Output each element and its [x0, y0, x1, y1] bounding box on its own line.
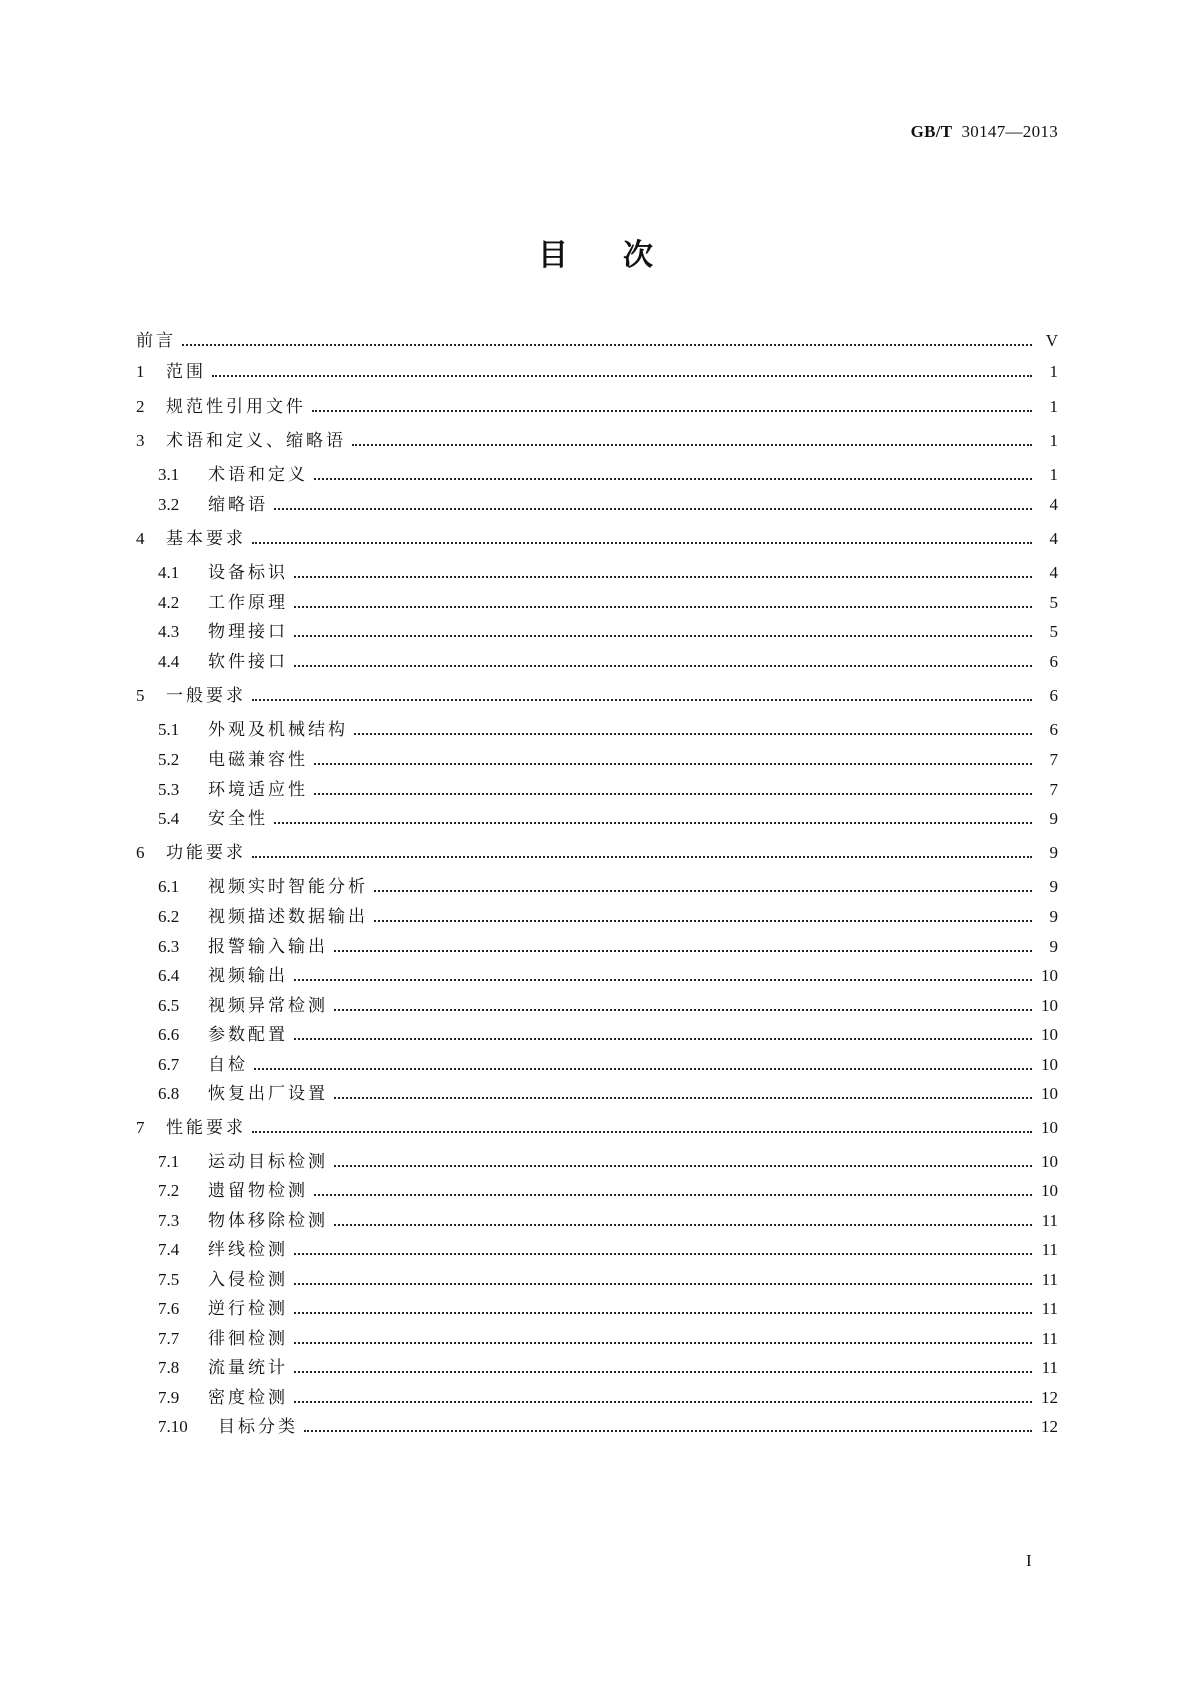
toc-entry-number: 5 [136, 686, 145, 705]
toc-entry-label: 密度检测 [208, 1388, 288, 1408]
toc-entry-label: 安全性 [208, 809, 268, 829]
toc-entry-number: 7.3 [158, 1211, 180, 1230]
toc-entry-number: 6.5 [158, 996, 180, 1015]
toc-entry-number: 7.1 [158, 1152, 180, 1171]
toc-entry-number: 4.4 [158, 652, 180, 671]
dot-leader [334, 1008, 1032, 1011]
toc-entry[interactable] [158, 799, 1058, 829]
toc-entry-number: 4 [136, 529, 145, 548]
toc-entry-label: 目标分类 [218, 1417, 298, 1437]
toc-entry-label: 范围 [166, 362, 206, 382]
dot-leader [314, 762, 1032, 765]
toc-entry[interactable] [136, 321, 1058, 351]
toc-entry[interactable] [158, 1201, 1058, 1231]
toc-entry-page: 4 [1049, 563, 1058, 582]
toc-entry-page: 6 [1049, 686, 1058, 705]
toc-entry-number: 4.2 [158, 593, 180, 612]
toc-entry-label: 视频实时智能分析 [208, 877, 368, 897]
toc-entry-page: 9 [1049, 809, 1058, 828]
standard-number [911, 122, 1058, 142]
dot-leader [294, 634, 1032, 637]
toc-entry-page: 1 [1049, 431, 1058, 450]
toc-entry-label: 自检 [208, 1055, 248, 1075]
toc-entry-page: 10 [1041, 1152, 1058, 1171]
dot-leader [294, 1037, 1032, 1040]
toc-entry-number: 6.1 [158, 877, 180, 896]
toc-entry-page: 11 [1041, 1240, 1058, 1259]
toc-entry-label: 参数配置 [208, 1025, 288, 1045]
toc-entry-number: 6.6 [158, 1025, 180, 1044]
toc-entry-label: 遗留物检测 [208, 1181, 308, 1201]
toc-entry[interactable] [136, 387, 1058, 417]
toc-entry-label: 电磁兼容性 [208, 750, 308, 770]
toc-entry[interactable] [158, 867, 1058, 897]
toc-entry-number: 3.1 [158, 465, 180, 484]
toc-entry-label: 绊线检测 [208, 1240, 288, 1260]
toc-entry[interactable] [136, 519, 1058, 549]
dot-leader [304, 1429, 1032, 1432]
toc-entry-number: 3 [136, 431, 145, 450]
dot-leader [294, 1370, 1032, 1373]
toc-entry-label: 视频描述数据输出 [208, 907, 368, 927]
dot-leader [252, 541, 1032, 544]
toc-entry[interactable] [158, 927, 1058, 957]
dot-leader [254, 1067, 1032, 1070]
toc-entry-page: 11 [1041, 1329, 1058, 1348]
toc-entry[interactable] [158, 740, 1058, 770]
toc-entry[interactable] [158, 1348, 1058, 1378]
toc-entry[interactable] [158, 1378, 1058, 1408]
toc-entry[interactable] [158, 553, 1058, 583]
standard-code: 30147—2013 [961, 122, 1058, 141]
toc-entry[interactable] [158, 710, 1058, 740]
toc-entry[interactable] [158, 1142, 1058, 1172]
toc-entry-label: 基本要求 [166, 529, 246, 549]
toc-entry[interactable] [158, 583, 1058, 613]
toc-entry[interactable] [158, 485, 1058, 515]
dot-leader [334, 949, 1032, 952]
toc-entry-page: 12 [1041, 1388, 1058, 1407]
dot-leader [294, 664, 1032, 667]
dot-leader [314, 1193, 1032, 1196]
toc-entry-page: 6 [1049, 720, 1058, 739]
toc-entry-number: 6.8 [158, 1084, 180, 1103]
dot-leader [294, 1400, 1032, 1403]
toc-entry-label: 流量统计 [208, 1358, 288, 1378]
toc-entry-number: 6.3 [158, 937, 180, 956]
toc-entry-label: 性能要求 [166, 1118, 246, 1138]
toc-entry-number: 3.2 [158, 495, 180, 514]
toc-entry[interactable] [136, 421, 1058, 451]
toc-entry-number: 5.4 [158, 809, 180, 828]
dot-leader [294, 978, 1032, 981]
dot-leader [294, 1311, 1032, 1314]
toc-entry-label: 视频输出 [208, 966, 288, 986]
toc-entry-label: 缩略语 [208, 495, 268, 515]
dot-leader [274, 507, 1032, 510]
toc-entry-page: 10 [1041, 1055, 1058, 1074]
toc-entry-number: 5.1 [158, 720, 180, 739]
toc-entry-label: 运动目标检测 [208, 1152, 328, 1172]
toc-entry-number: 6.7 [158, 1055, 180, 1074]
dot-leader [334, 1164, 1032, 1167]
toc-entry-number: 5.2 [158, 750, 180, 769]
dot-leader [182, 343, 1032, 346]
toc-entry-page: 5 [1049, 622, 1058, 641]
toc-entry-label: 软件接口 [208, 652, 288, 672]
toc-entry-page: 11 [1041, 1211, 1058, 1230]
toc-entry-label: 入侵检测 [208, 1270, 288, 1290]
toc-entry-number: 7.5 [158, 1270, 180, 1289]
toc-entry[interactable] [136, 833, 1058, 863]
toc-entry-number: 7 [136, 1118, 145, 1137]
toc-entry-page: 9 [1049, 907, 1058, 926]
dot-leader [294, 575, 1032, 578]
toc-entry[interactable] [158, 1015, 1058, 1045]
toc-entry-page: 10 [1041, 1084, 1058, 1103]
toc-entry-label: 功能要求 [166, 843, 246, 863]
dot-leader [294, 1282, 1032, 1285]
toc-entry-page: 6 [1049, 652, 1058, 671]
toc-entry[interactable] [158, 986, 1058, 1016]
toc-entry-number: 2 [136, 397, 145, 416]
toc-entry[interactable] [158, 770, 1058, 800]
toc-entry-number: 7.4 [158, 1240, 180, 1259]
toc-entry[interactable] [158, 1074, 1058, 1104]
toc-entry-page: 9 [1049, 877, 1058, 896]
toc-entry-page: 1 [1049, 362, 1058, 381]
toc-entry-page: 4 [1049, 529, 1058, 548]
toc-entry[interactable] [158, 1230, 1058, 1260]
dot-leader [354, 732, 1032, 735]
toc-entry[interactable] [158, 956, 1058, 986]
toc-entry-label: 术语和定义 [208, 465, 308, 485]
toc-entry[interactable] [158, 1319, 1058, 1349]
toc-entry-page: 9 [1049, 937, 1058, 956]
dot-leader [314, 477, 1032, 480]
toc-entry-label: 环境适应性 [208, 780, 308, 800]
dot-leader [374, 889, 1032, 892]
toc-entry-number: 1 [136, 362, 145, 381]
dot-leader [294, 1252, 1032, 1255]
toc-entry[interactable] [158, 897, 1058, 927]
toc-entry[interactable] [158, 1171, 1058, 1201]
dot-leader [212, 374, 1032, 377]
toc-entry-number: 7.2 [158, 1181, 180, 1200]
toc-entry[interactable] [158, 1260, 1058, 1290]
toc-entry-page: 10 [1041, 1181, 1058, 1200]
toc-entry-label: 物体移除检测 [208, 1211, 328, 1231]
dot-leader [314, 792, 1032, 795]
dot-leader [252, 1130, 1032, 1133]
toc-entry-number: 7.10 [158, 1417, 188, 1436]
toc-entry-page: 9 [1049, 843, 1058, 862]
toc-entry-page: 5 [1049, 593, 1058, 612]
dot-leader [352, 443, 1032, 446]
toc-entry-label: 物理接口 [208, 622, 288, 642]
toc-entry-number: 4.3 [158, 622, 180, 641]
dot-leader [312, 409, 1032, 412]
dot-leader [334, 1223, 1032, 1226]
dot-leader [252, 698, 1032, 701]
toc-entry-label: 视频异常检测 [208, 996, 328, 1016]
toc-entry-label: 工作原理 [208, 593, 288, 613]
toc-entry-label: 徘徊检测 [208, 1329, 288, 1349]
toc-entry-page: 4 [1049, 495, 1058, 514]
toc-entry-number: 7.6 [158, 1299, 180, 1318]
toc-entry-page: 10 [1041, 996, 1058, 1015]
toc-entry-number: 6.2 [158, 907, 180, 926]
toc-entry[interactable] [158, 642, 1058, 672]
toc-entry-number: 6.4 [158, 966, 180, 985]
toc-entry[interactable] [158, 455, 1058, 485]
toc-entry-number: 4.1 [158, 563, 180, 582]
toc-entry[interactable] [136, 1108, 1058, 1138]
toc-entry-label: 恢复出厂设置 [208, 1084, 328, 1104]
dot-leader [374, 919, 1032, 922]
dot-leader [274, 821, 1032, 824]
toc-entry[interactable] [158, 1045, 1058, 1075]
toc-entry[interactable] [158, 612, 1058, 642]
page-title: 目次 [538, 238, 708, 273]
toc-entry-page: V [1045, 331, 1058, 350]
dot-leader [294, 605, 1032, 608]
toc-entry-page: 10 [1041, 966, 1058, 985]
page-folio: I [1026, 1551, 1032, 1570]
toc-entry[interactable] [158, 1289, 1058, 1319]
toc-entry-label: 设备标识 [208, 563, 288, 583]
dot-leader [294, 1341, 1032, 1344]
standard-prefix: GB/T [910, 122, 953, 141]
toc-entry[interactable] [158, 1407, 1058, 1437]
dot-leader [334, 1096, 1032, 1099]
toc-entry-page: 12 [1041, 1417, 1058, 1436]
dot-leader [252, 855, 1032, 858]
toc-entry-label: 前言 [136, 331, 176, 351]
toc-entry[interactable] [136, 676, 1058, 706]
toc-entry-label: 报警输入输出 [208, 937, 328, 957]
toc-entry-label: 术语和定义、缩略语 [166, 431, 346, 451]
toc-entry-page: 1 [1049, 397, 1058, 416]
toc-entry-page: 11 [1041, 1299, 1058, 1318]
toc-entry-label: 外观及机械结构 [208, 720, 348, 740]
toc-entry-page: 7 [1049, 780, 1058, 799]
toc-entry-page: 10 [1041, 1118, 1058, 1137]
toc-entry-page: 7 [1049, 750, 1058, 769]
toc-entry-number: 7.9 [158, 1388, 180, 1407]
toc-entry-label: 一般要求 [166, 686, 246, 706]
toc-entry-label: 逆行检测 [208, 1299, 288, 1319]
toc-entry-number: 6 [136, 843, 145, 862]
toc-entry-number: 7.7 [158, 1329, 180, 1348]
toc-entry-page: 11 [1041, 1270, 1058, 1289]
toc-entry-label: 规范性引用文件 [166, 397, 306, 417]
toc-entry-number: 5.3 [158, 780, 180, 799]
toc-entry-page: 10 [1041, 1025, 1058, 1044]
toc-entry[interactable] [136, 352, 1058, 382]
toc-entry-number: 7.8 [158, 1358, 180, 1377]
toc-entry-page: 11 [1041, 1358, 1058, 1377]
toc-entry-page: 1 [1049, 465, 1058, 484]
